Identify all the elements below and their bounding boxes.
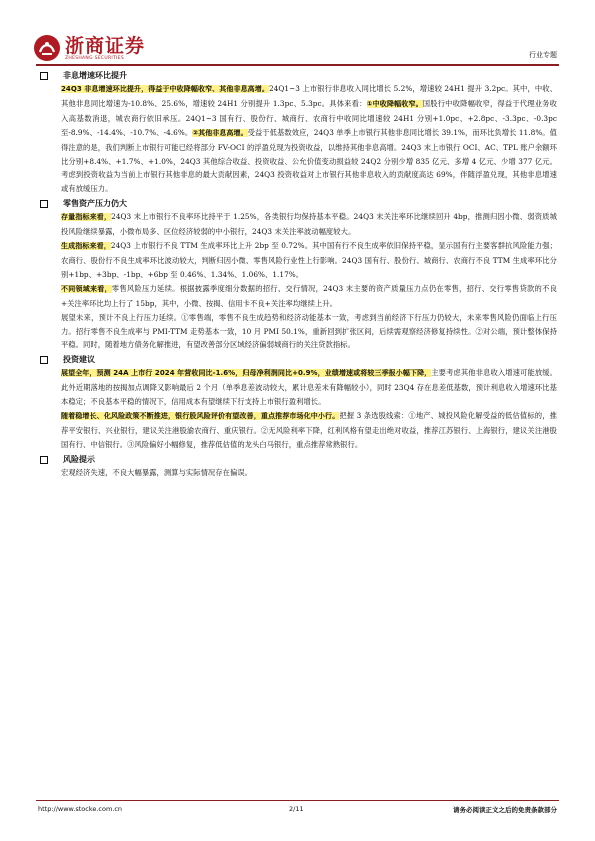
section-title-text: 风险提示: [63, 454, 95, 464]
header-divider: [36, 64, 559, 66]
highlighted-bold-text: ①中收降幅收窄。: [366, 99, 423, 108]
company-logo: [33, 34, 145, 62]
paragraph: [61, 409, 557, 452]
body-text: 受益于低基数效应，24Q3 单季上市银行其他非息同比增长 39.1%，而环比负增长 11.8%。值得注意的是，我们判断上市银行可能已经将部分 FV-OCI 的浮盈兑现为投资收益，以维持其他非息高增。24Q3 末上市银行 OCI、AC、TPL 账户余额环比分别+8.4%、+1.7%、+1.0%，24Q3 其他综合收益、投资收益、公允价值变动损益较 24Q2 分别少增 835 亿元、多增 4 亿元、少增 377 亿元。考虑到投资收益为当前上市银行其他非息的最大贡献因素，24Q3 投资收益对上市银行其他非息收入的贡献度高达 69%，伴随浮盈兑现，其他非息增速或有放缓压力。: [61, 127, 558, 194]
section-title-text: 非息增速环比提升: [63, 71, 127, 80]
section-title: [38, 353, 557, 366]
section-body: [61, 82, 557, 196]
checkbox-bullet-icon: [40, 356, 48, 364]
section-title: [38, 69, 557, 82]
page-number: 2/11: [289, 805, 304, 813]
logo-wordmark: 浙商证券: [65, 34, 146, 57]
paragraph: [61, 282, 557, 311]
body-text: 展望未来，预计不良上行压力延续。①零售端，零售不良生成趋势和经济动能基本一致，考虑到当前经济下行压力仍较大，未来零售风险仍面临上行压力。招行零售不良生成率与 PMI-TTM 走势基本一致，10 月 PMI 50.1%，重新回到扩张区间，后续需观察经济修复持续性。②对公端，预计整体保持平稳。同时，随着地方债务化解推进，有望改善部分区域经济偏弱城商行的关注贷款指标。: [61, 312, 557, 350]
body-text: 零售风险压力延续。根据披露季度细分数据的招行、交行情况，24Q3 末主要的资产质量压力点仍在零售，招行、交行零售贷款的不良+关注率环比均上行了 15bp，其中，小微、按揭、信用卡不良+关注率均继续上升。: [61, 283, 557, 308]
checkbox-bullet-icon: [40, 200, 48, 208]
body-text: 国股行中收降幅收窄，得益于代理业务收入高基数消退，城农商行依旧承压。24Q1~3 国有行、股份行、城商行、农商行中收同比增速较 24H1 分别+1.0pc、+2.8pc、-3.3pc、-0.3pc 至-8.9%、-14.4%、-10.7%、-4.6%。: [61, 98, 557, 137]
body-text: 把握 3 条选股线索：①地产、城投风险化解受益的低估值标的，推荐平安银行、兴业银行，建议关注港股渝农商行、重庆银行。②无风险利率下降，红利风格有望走出绝对收益，推荐江苏银行、上海银行，建议关注港股国有行、中信银行。③风险偏好小幅修复，推荐低估值的龙头白马银行，重点推荐常熟银行。: [61, 411, 557, 449]
footer-disclaimer: 请务必阅读正文之后的免责条款部分: [453, 806, 557, 814]
logo-emblem-icon: [33, 34, 61, 62]
section-title-text: 零售资产压力仍大: [63, 199, 127, 209]
body-text: 主要考虑其他非息收入增速可能放缓。此外近期落地的按揭加点调降又影响最后 2 个月（单季息差波动较大，累计息差未有降幅较小），同时 23Q4 存在息差低基数，预计利息收入增速环比基本稳定；不良基本平稳的情况下，信用成本有望继续下行支持上市银行盈利增长。: [61, 368, 557, 407]
checkbox-bullet-icon: [40, 456, 48, 464]
body-text: 24Q1~3 上市银行非息收入同比增长 5.2%，增速较 24H1 提升 3.2pc。其中，中收、其他非息同比增速为-10.8%、25.6%，增速较 24H1 分别提升 1.3pc、5.3pc。具体来看：: [61, 84, 557, 108]
footer-website-link[interactable]: http://www.stocke.com.cn: [38, 805, 123, 813]
highlighted-bold-text: 存量指标来看，: [61, 213, 112, 222]
checkbox-bullet-icon: [40, 72, 48, 80]
paragraph: [61, 239, 557, 282]
highlighted-bold-text: 不同领域来看，: [61, 284, 112, 293]
section-body: [61, 366, 557, 451]
section-body: [61, 210, 557, 352]
body-text: 宏观经济失速，不良大幅暴露，测算与实际情况存在偏误。: [61, 467, 253, 477]
highlighted-bold-text: ②其他非息高增。: [192, 128, 248, 137]
section-body: [61, 466, 557, 480]
paragraph: [61, 82, 557, 196]
highlighted-bold-text: 24Q3 非息增速环比提升，得益于中收降幅收窄、其他非息高增。: [61, 85, 269, 93]
section-title: [38, 453, 557, 466]
document-type-label: 行业专题: [529, 51, 557, 59]
section-title-text: 投资建议: [63, 355, 95, 365]
logo-english-name: ZHESHANG SECURITIES: [65, 55, 124, 61]
paragraph: [61, 366, 557, 409]
section-title: [38, 197, 557, 210]
page-header: [0, 0, 595, 72]
body-text: 24Q3 上市银行不良 TTM 生成率环比上升 2bp 至 0.72%。其中国有行不良生成率依旧保持平稳，显示国有行主要客群抗风险能力强；农商行、股份行不良生成率环比波动较大，判断归因小微、零售风险行业性上行影响。24Q3 国有行、股份行、城商行、农商行不良 TTM 生成率环比分别+1bp、+3bp、-1bp、+6bp 至 0.46%、1.34%、1.06%、1.17%。: [61, 241, 557, 279]
paragraph: [61, 210, 557, 239]
paragraph: [61, 311, 557, 353]
paragraph: [61, 466, 557, 480]
body-text: 24Q3 末上市银行不良率环比持平于 1.25%，各类银行均保持基本平稳。24Q3 末关注率环比继续回升 4bp，推测归因小微、弱资质城投风险继续暴露，小微布局多、区位经济较弱的中小银行，24Q3 末关注率波动幅度较大。: [61, 212, 557, 237]
highlighted-bold-text: 随着稳增长、化风险政策不断推进，银行股风险评价有望改善，重点推荐市场化中小行。: [61, 412, 340, 421]
highlighted-bold-text: 生成指标来看，: [61, 242, 111, 251]
report-body: [38, 68, 557, 480]
footer-divider: [36, 800, 559, 801]
highlighted-bold-text: 展望全年，预测 24A 上市行 2024 年营收同比-1.6%，归母净利润同比+0.9%，业绩增速或将较三季报小幅下降，: [61, 369, 432, 378]
